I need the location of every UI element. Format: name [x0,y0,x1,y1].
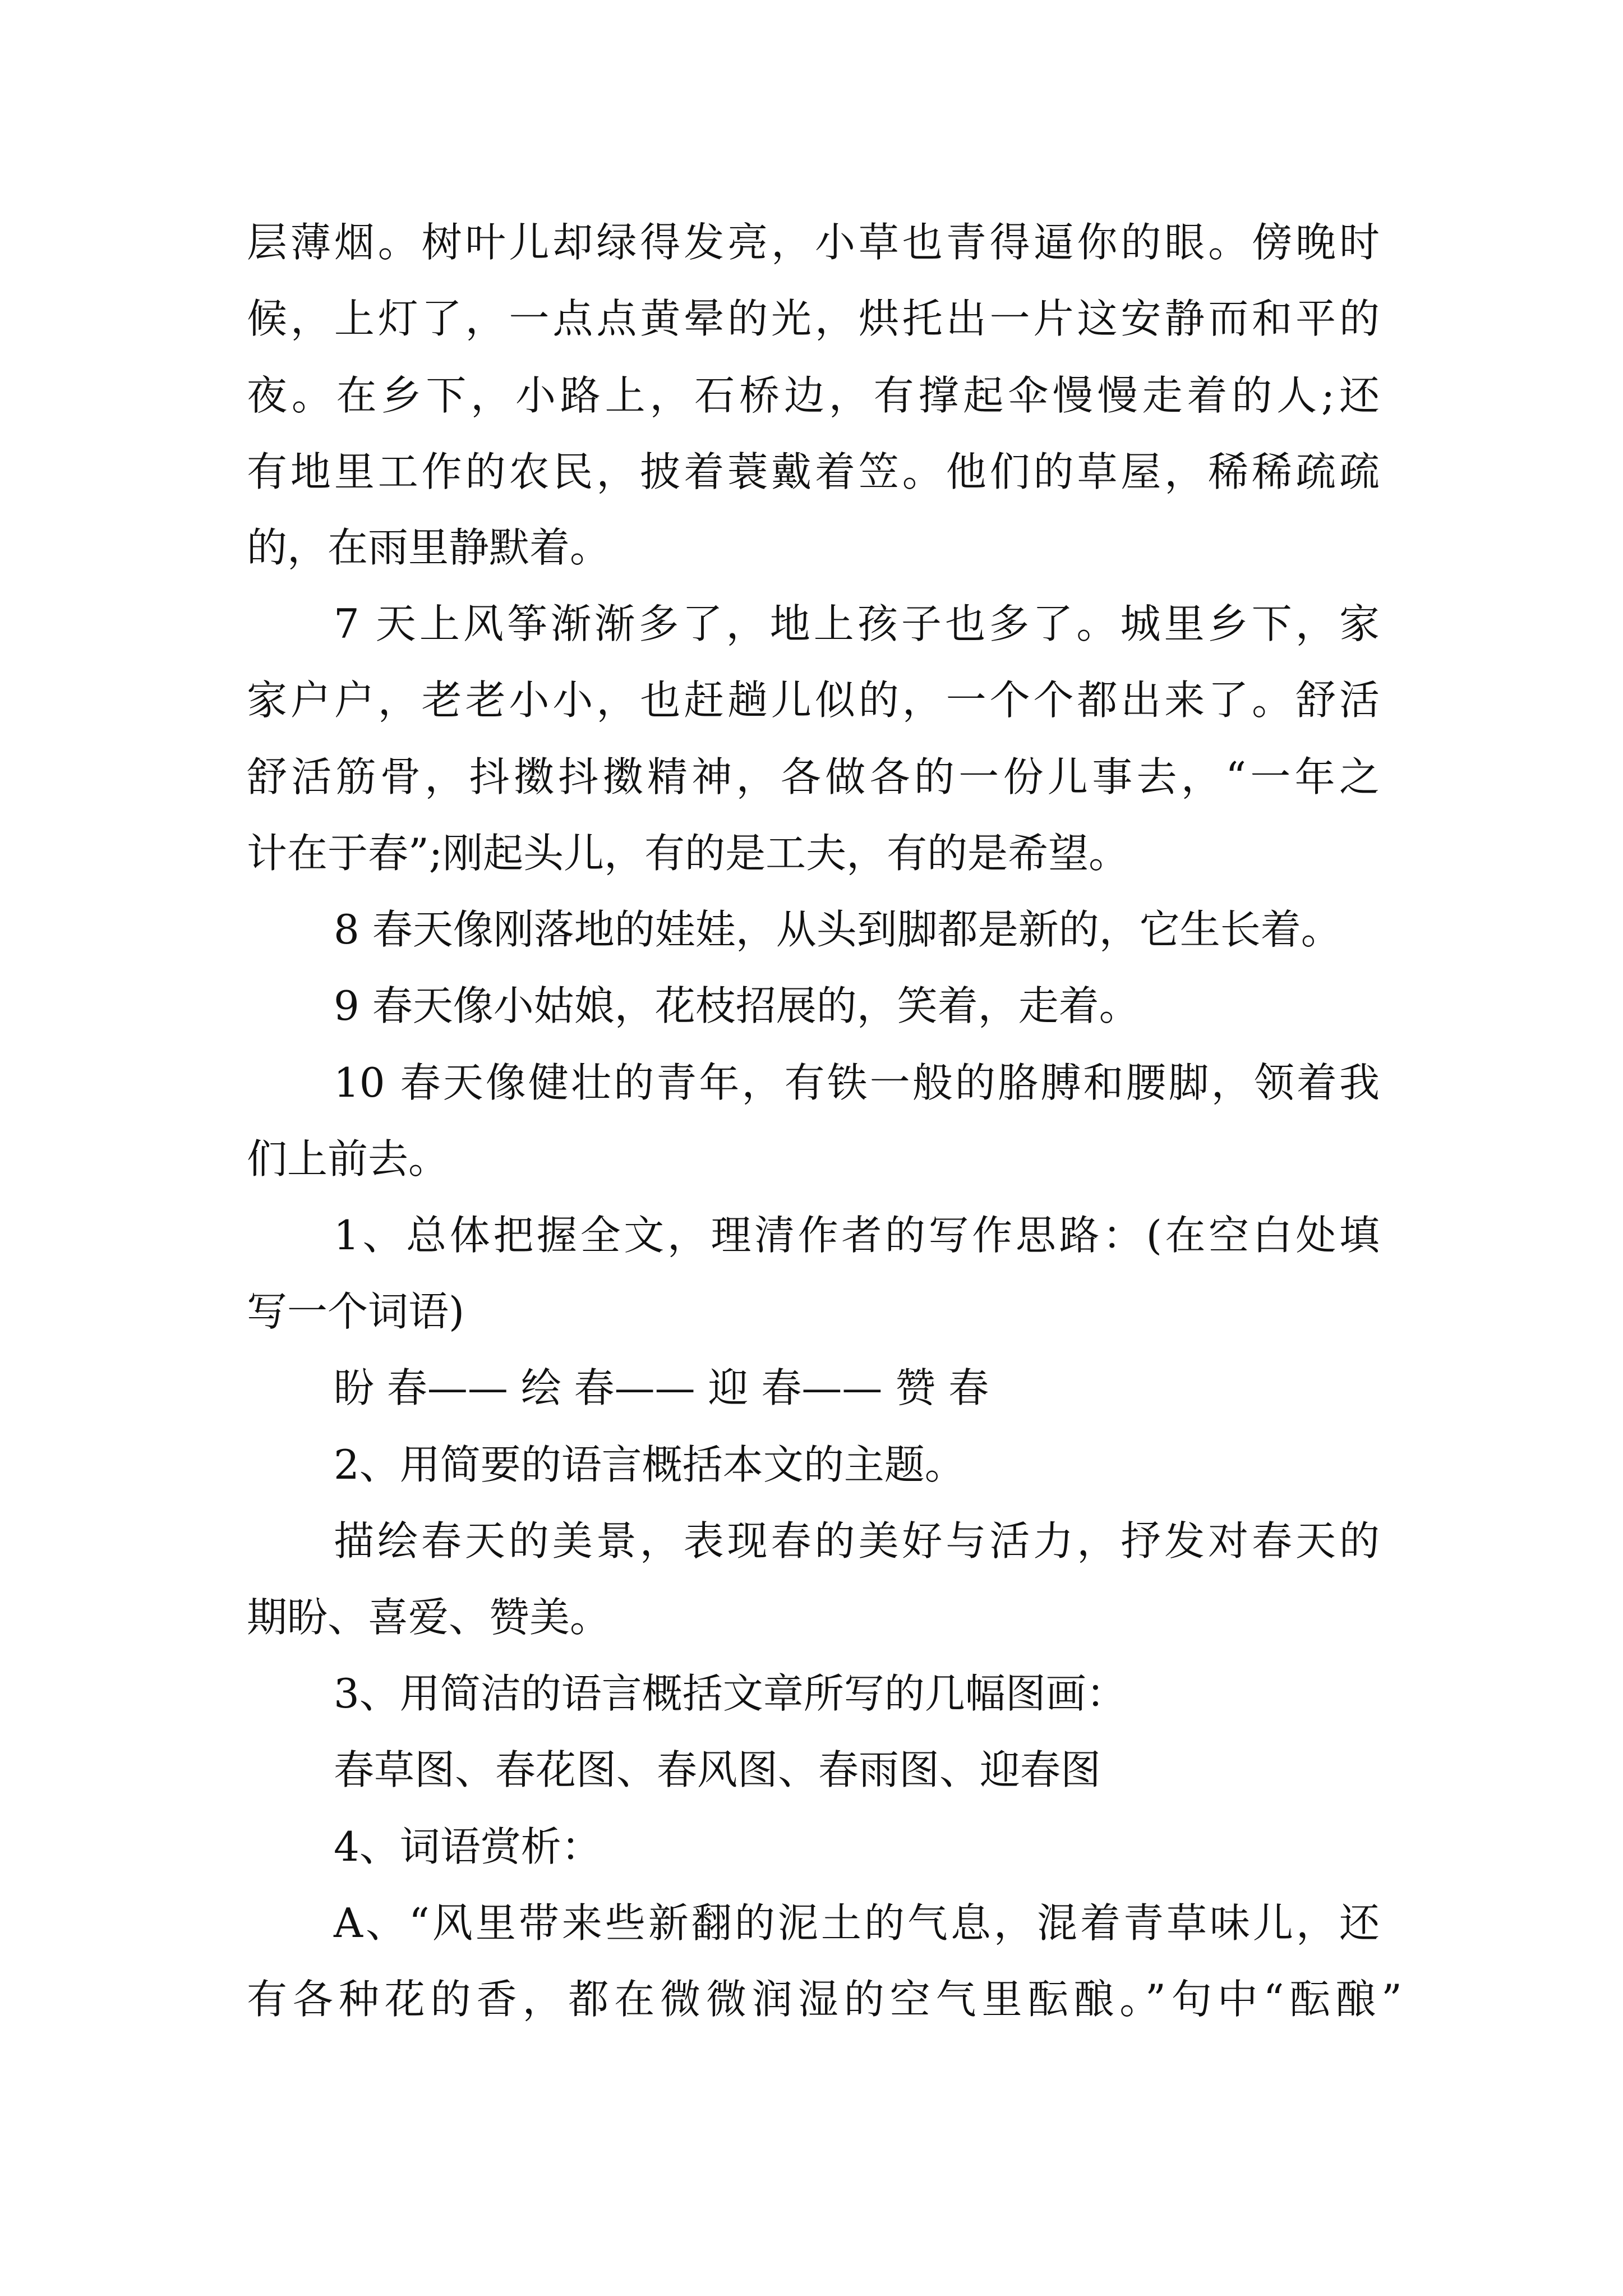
paragraph-line: 们上前去。 [247,1135,449,1182]
paragraph-line: 3、用简洁的语言概括文章所写的几幅图画： [334,1670,1127,1717]
paragraph-line: 的，在雨里静默着。 [247,524,611,571]
paragraph-line: 4、词语赏析： [334,1823,602,1870]
paragraph-line: 春草图、春花图、春风图、春雨图、迎春图 [334,1746,1101,1793]
paragraph-line: 夜。在乡下，小路上，石桥边，有撑起伞慢慢走着的人;还 [247,372,1380,419]
paragraph-line: 10 春天像健壮的青年，有铁一般的胳膊和腰脚，领着我 [334,1059,1380,1106]
paragraph-line: 描绘春天的美景，表现春的美好与活力，抒发对春天的 [334,1517,1380,1565]
paragraph-line: 8 春天像刚落地的娃娃，从头到脚都是新的，它生长着。 [334,906,1341,953]
paragraph-line: 9 春天像小姑娘，花枝招展的，笑着，走着。 [334,982,1140,1029]
paragraph-line: 1、总体把握全文，理清作者的写作思路：(在空白处填 [334,1212,1380,1259]
paragraph-line: 盼 春—— 绘 春—— 迎 春—— 赞 春 [334,1364,989,1411]
paragraph-line: 层薄烟。树叶儿却绿得发亮，小草也青得逼你的眼。傍晚时 [247,219,1380,266]
paragraph-line: 有各种花的香，都在微微润湿的空气里酝酿。”句中“酝酿” [247,1976,1402,2023]
paragraph-line: 家户户，老老小小，也赶趟儿似的，一个个都出来了。舒活 [247,677,1380,724]
paragraph-line: 有地里工作的农民，披着蓑戴着笠。他们的草屋，稀稀疏疏 [247,448,1380,495]
paragraph-line: 舒活筋骨，抖擞抖擞精神，各做各的一份儿事去，“一年之 [247,753,1380,800]
paragraph-line: 2、用简要的语言概括本文的主题。 [334,1441,965,1488]
paragraph-line: 写一个词语) [247,1288,465,1335]
paragraph-line: 候，上灯了，一点点黄晕的光，烘托出一片这安静而和平的 [247,295,1380,342]
paragraph-line: A、“风里带来些新翻的泥土的气息，混着青草味儿，还 [334,1899,1380,1947]
paragraph-line: 计在于春”;刚起头儿，有的是工夫，有的是希望。 [247,830,1129,877]
paragraph-line: 7 天上风筝渐渐多了，地上孩子也多了。城里乡下，家 [334,600,1380,647]
paragraph-line: 期盼、喜爱、赞美。 [247,1594,611,1641]
